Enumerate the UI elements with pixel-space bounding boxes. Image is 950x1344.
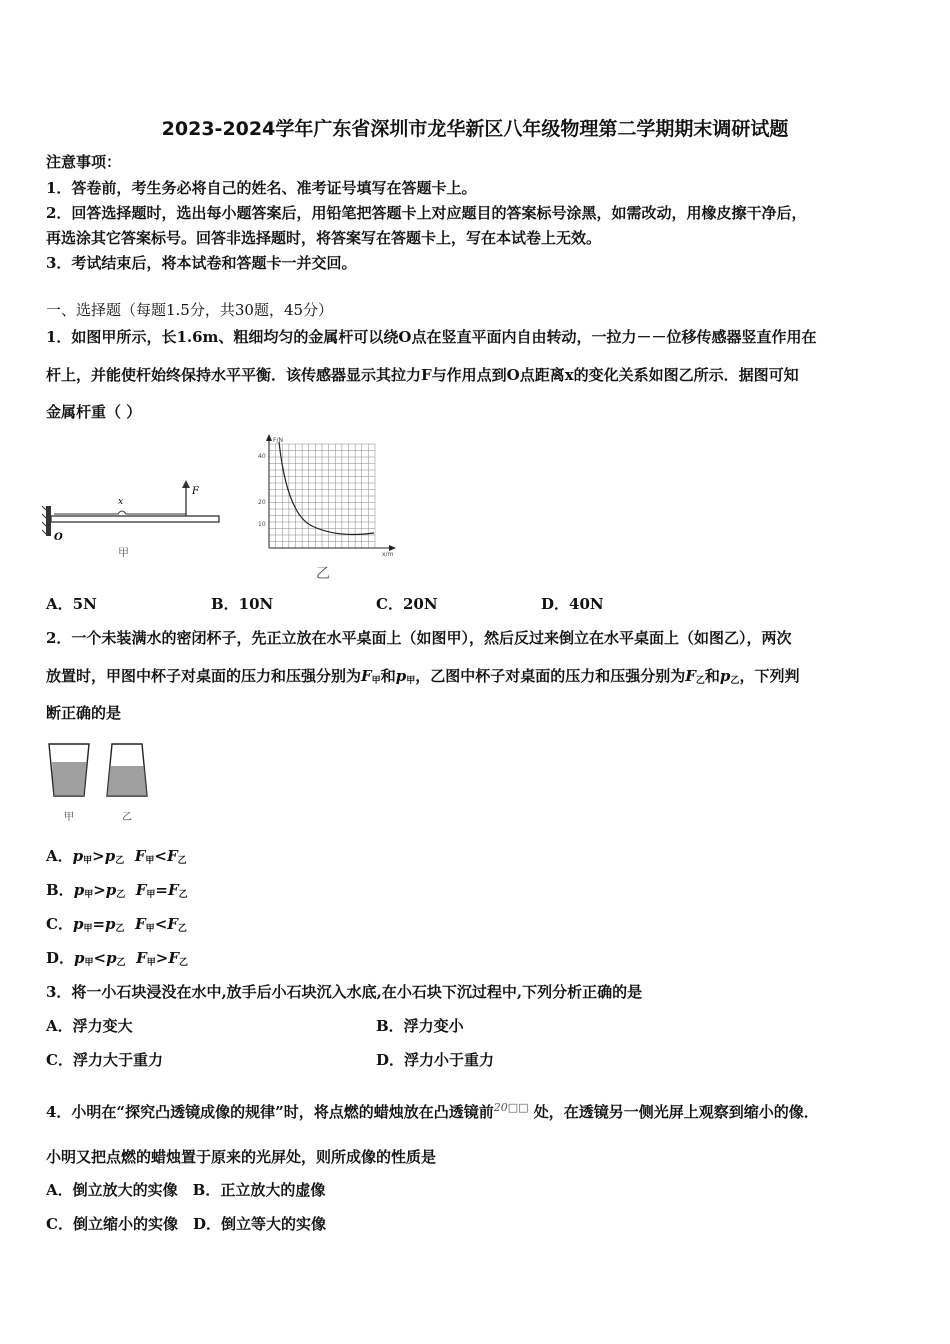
q1-option[interactable]: B．10N [211, 595, 274, 613]
q3-stem: 3．将一小石块浸没在水中,放手后小石块沉入水底,在小石块下沉过程中,下列分析正确的是 [46, 983, 643, 1001]
metal-rod [51, 516, 219, 522]
q1-option[interactable]: D．40N [541, 595, 604, 613]
section-heading: 一、选择题（每题1.5分，共30题，45分） [46, 301, 334, 319]
q2-option[interactable]: B．$p_甲>p_乙$ $F_甲=F_乙$ [46, 881, 188, 900]
q4-options-row[interactable]: A．倒立放大的实像 B．正立放大的虚像 [46, 1181, 326, 1199]
x-axis-label: x/m [382, 551, 394, 558]
y-tick: 40 [258, 453, 266, 460]
notice-item: 再选涂其它答案标号。回答非选择题时，将答案写在答题卡上，写在本试卷上无效。 [46, 229, 602, 247]
q2-stem-line: 放置时，甲图中杯子对桌面的压力和压强分别为$F_甲$和$p_甲$，乙图中杯子对桌面的压力和压强分别为$F_乙$和$p_乙$，下列判 [46, 667, 800, 686]
q1-stem-line: 1．如图甲所示，长1.6m、粗细均匀的金属杆可以绕O点在竖直平面内自由转动，一拉力－－位移传感器竖直作用在 [46, 328, 817, 346]
notice-item: 3．考试结束后，将本试卷和答题卡一并交回。 [46, 254, 357, 272]
q2-stem-line: 2．一个未装满水的密闭杯子，先正立放在水平桌面上（如图甲），然后反过来倒立在水平桌面上（如图乙），两次 [46, 629, 792, 647]
q3-option[interactable]: D．浮力小于重力 [376, 1051, 495, 1069]
notice-heading: 注意事项： [46, 153, 122, 171]
q3-option[interactable]: A．浮力变大 [46, 1017, 133, 1035]
label-x: x [118, 497, 124, 507]
q4-options-row[interactable]: C．倒立缩小的实像 D．倒立等大的实像 [46, 1215, 326, 1233]
caption-yi: 乙 [316, 566, 330, 582]
q1-option[interactable]: C．20N [376, 595, 438, 613]
caption-jia: 甲 [64, 812, 74, 823]
q3-option[interactable]: B．浮力变小 [376, 1017, 464, 1035]
q2-stem-line: 断正确的是 [46, 704, 122, 722]
q1-stem-line: 金属杆重（ ） [46, 403, 142, 421]
notice-item: 2．回答选择题时，选出每小题答案后，用铅笔把答题卡上对应题目的答案标号涂黑，如需改动，用橡皮擦干净后， [46, 204, 807, 222]
q4-stem-line: 小明又把点燃的蜡烛置于原来的光屏处，则所成像的性质是 [46, 1148, 437, 1166]
caption-yi: 乙 [122, 812, 132, 823]
label-O: O [54, 532, 63, 543]
cups-figure [44, 740, 154, 826]
page-title: 2023-2024学年广东省深圳市龙华新区八年级物理第二学期期末调研试题 [161, 118, 789, 140]
notice-item: 1．答卷前，考生务必将自己的姓名、准考证号填写在答题卡上。 [46, 179, 477, 197]
q1-stem-line: 杆上，并能使杆始终保持水平平衡．该传感器显示其拉力F与作用点到O点距离x的变化关系如图乙所示．据图可知 [46, 366, 799, 384]
y-tick: 20 [258, 499, 266, 506]
force-distance-graph [252, 432, 402, 584]
label-F: F [192, 486, 199, 497]
wall-pivot [46, 506, 51, 536]
q2-option[interactable]: A．$p_甲>p_乙$ $F_甲<F_乙$ [46, 847, 187, 866]
inline-formula-image: 20□□ [493, 1101, 529, 1114]
caption-jia: 甲 [118, 546, 129, 559]
q3-option[interactable]: C．浮力大于重力 [46, 1051, 163, 1069]
y-tick: 10 [258, 521, 266, 528]
y-axis-label: F/N [273, 437, 283, 444]
curve [279, 442, 374, 534]
q2-option[interactable]: C．$p_甲=p_乙$ $F_甲<F_乙$ [46, 915, 187, 934]
q2-option[interactable]: D．$p_甲<p_乙$ $F_甲>F_乙$ [46, 949, 188, 968]
q1-option[interactable]: A．5N [46, 595, 97, 613]
lever-figure [40, 450, 230, 560]
q4-stem: 4．小明在“探究凸透镜成像的规律”时，将点燃的蜡烛放在凸透镜前$^{20□□}$ 处，在透镜另一侧光屏上观察到缩小的像． [46, 1101, 819, 1121]
